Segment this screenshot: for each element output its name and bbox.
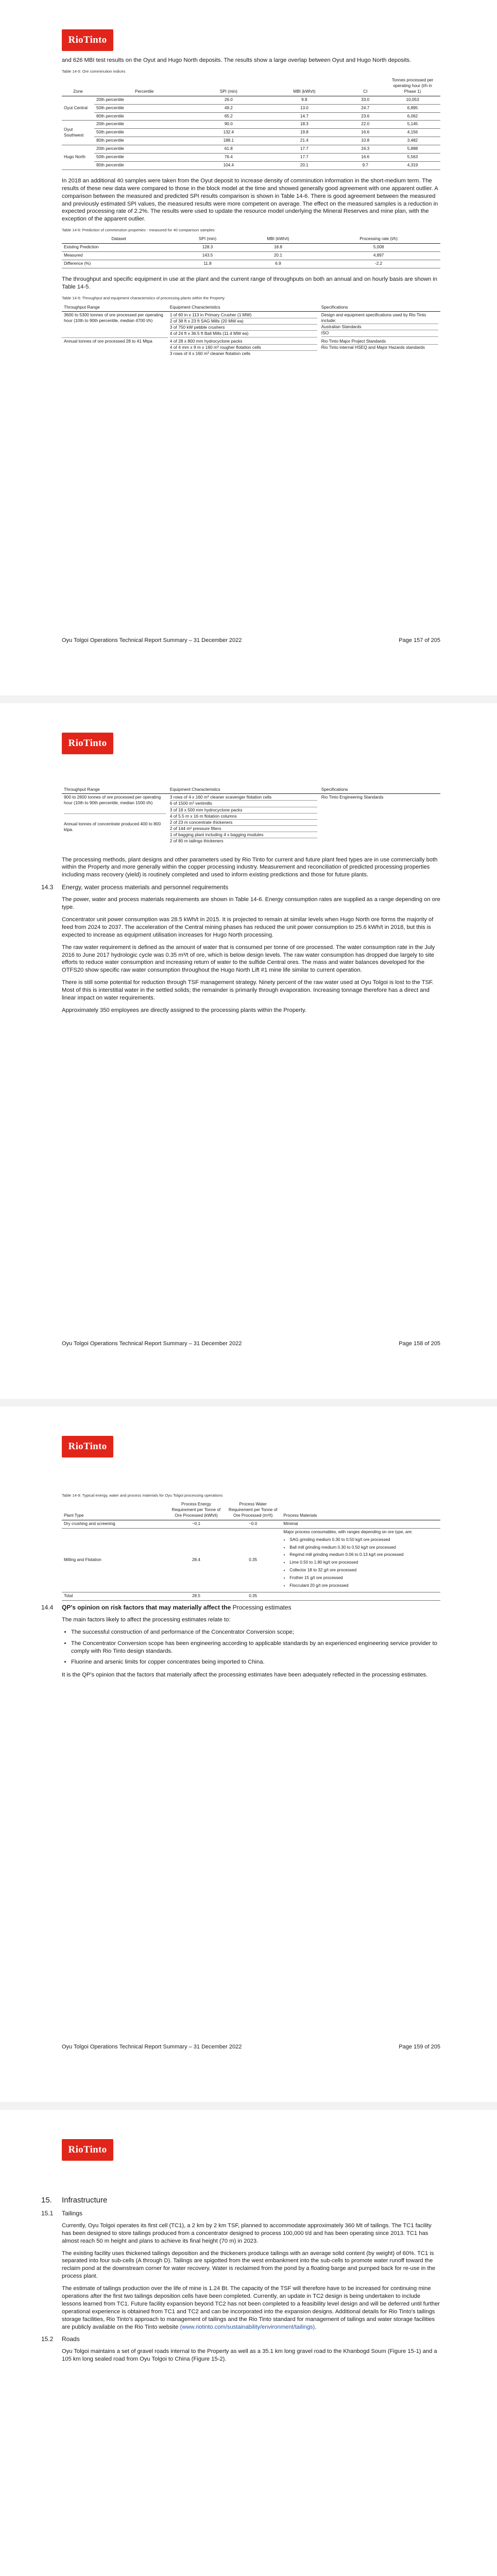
table-cell: 20th percentile (94, 145, 194, 154)
table-cell: 20.1 (239, 252, 317, 260)
table-header: Dataset (62, 235, 176, 243)
body-paragraph: The throughput and specific equipment in use at the plant and the current range of throughputs on both an annual and on hourly basis are shown in Table 14-5. (62, 276, 437, 290)
table-cell: 17.7 (263, 154, 346, 162)
material-item: • Ball mill grinding medium 0.30 to 0.50 kg/t ore processed (289, 1545, 438, 1551)
table-cell: 26.0 (194, 96, 263, 104)
equipment-item: 4 of 5.5 m x 16 m flotation columns (170, 814, 317, 820)
materials-cell (281, 1528, 440, 1592)
throughput-range: 3600 to 5300 tonnes of ore processed per operating hour (10th to 90th percentile, median 4700 t/h) (62, 311, 168, 337)
body-paragraph: The main factors likely to affect the processing estimates relate to: (62, 1616, 231, 1623)
table-caption: Table 14-5: Throughput and equipment characteristics of processing plants within the Property (62, 295, 225, 300)
equipment-item: 1 of bagging plant including 4 x bagging modules (170, 832, 317, 838)
equipment-item: 4 of 28 x 800 mm hydrocyclone packs (170, 338, 317, 345)
table-cell: 24.7 (346, 104, 385, 112)
table-cell: 4,156 (385, 129, 440, 137)
table-header: MBI (kWh/t) (239, 235, 317, 243)
page-footer (62, 1341, 440, 1347)
page-158 (0, 703, 497, 1399)
rio-tinto-logo: RioTinto (62, 2139, 113, 2161)
table-header: Percentile (94, 77, 194, 96)
table-header: Process Energy Requirement per Tonne of Ore Processed (kWh/t) (168, 1501, 225, 1520)
throughput-range-text: Annual tonnes of concentrate produced 400 to 800 ktpa. (64, 821, 161, 832)
body-paragraph: Oyu Tolgoi maintains a set of gravel roads internal to the Property as well as a 35.1 km long gravel road to the Khanbogd Soum (Figure 15-1) and a 105 km long sealed road from Oyu Tolgoi to China (Figure 15-2). (62, 2348, 437, 2363)
table-cell: 5,563 (385, 154, 440, 162)
table-row (62, 252, 440, 260)
page-number: Page 157 of 205 (399, 637, 440, 643)
equipment-item: 1 of 60 in x 113 in Primary Crusher (1 MW) (170, 312, 317, 318)
page-content (41, 786, 440, 1019)
throughput-table (62, 303, 440, 357)
table-row (62, 161, 440, 170)
section-heading (41, 2335, 440, 2344)
table-cell: 33.0 (346, 96, 385, 104)
section-title: Energy, water process materials and personnel requirements (62, 884, 229, 891)
table-header: MBI (kWh/t) (263, 77, 346, 96)
table-cell: 49.2 (194, 104, 263, 112)
table-row (62, 96, 440, 104)
table-cell: 28.4 (168, 1528, 225, 1592)
body-paragraph: The raw water requirement is defined as the amount of water that is consumed per tonne of ore processed. The water consumption rate in the July 2016 to June 2017 hydrologic cycle was 0.35 m³/t of ore, which is below design levels. The raw water consumption has dropped due largely to site efforts to reduce water consumption and increasing return of water to the sulfide Central ores. The mass and water balances developed for the OTFS20 show specific raw water consumption throughout the Hugo North Lift #1 mine life similar to current operation. (62, 944, 435, 974)
risk-factor-list (62, 1629, 440, 1667)
equipment-item: 3 of 750 kW pebble crushers (170, 325, 317, 331)
table-row (62, 1520, 440, 1528)
table-cell: 4,319 (385, 161, 440, 170)
spec-item: Design and equipment specifications used by Rio Tinto include: (321, 312, 438, 324)
table-cell: Dry crushing and screening (62, 1520, 168, 1528)
body-paragraph: Currently, Oyu Tolgoi operates its first cell (TC1), a 2 km by 2 km TSF, planned to accommodate approximately 360 Mt of tailings. The TC1 facility has been designed to store tailings produced from a concentrator designed to process 100,000 t/d and has been operating since 2013. TC1 has almost reach 50 m height and plans to achieve its final height (70 m) in 2023. (62, 2222, 432, 2244)
page-footer (62, 2044, 440, 2050)
table-cell: 50th percentile (94, 104, 194, 112)
section-heading (41, 884, 440, 892)
equipment-cell (168, 794, 319, 845)
spec-item: ISO (321, 330, 438, 336)
table-cell: 0.35 (225, 1592, 281, 1600)
table-row (62, 104, 440, 112)
spec-item: Australian Standards (321, 324, 438, 330)
page-content (41, 1489, 440, 1684)
energy-water-table (62, 1501, 440, 1601)
table-header: Throughput Range (62, 786, 168, 794)
table-header: Tonnes processed per operating hour (t/h in Phase 1) (385, 77, 440, 96)
specifications-cell (319, 311, 440, 337)
rio-tinto-logo: RioTinto (62, 733, 113, 754)
table-cell: 65.2 (194, 112, 263, 121)
table-cell: 5,008 (317, 244, 440, 252)
table-cell: 50th percentile (94, 154, 194, 162)
table-cell: 20th percentile (94, 121, 194, 129)
equipment-item: 2 of 144 m² pressure filters (170, 826, 317, 832)
table-cell: 21.4 (263, 137, 346, 145)
section-title: Roads (62, 2335, 80, 2343)
page-number: Page 158 of 205 (399, 1341, 440, 1347)
table-cell: Milling and Flotation (62, 1528, 168, 1592)
throughput-table-continued (62, 786, 440, 845)
table-cell: 16.6 (346, 129, 385, 137)
equipment-item: 3 rows of 4 x 160 m³ cleaner scavenger flotation cells (170, 794, 317, 801)
table-cell: 11.8 (176, 260, 239, 268)
table-header: Process Materials (281, 1501, 440, 1520)
spec-item: Rio Tinto Engineering Standards (321, 794, 384, 800)
table-caption: Table 14-9: Typical energy, water and process materials for Oyu Tolgoi processing operations (62, 1493, 223, 1498)
specifications-cell (319, 794, 440, 845)
table-caption: Table 14-6: Prediction of comminution properties - measured for 40 comparison samples (62, 228, 215, 233)
table-cell: 22.0 (346, 121, 385, 129)
rio-tinto-logo: RioTinto (62, 1436, 113, 1458)
table-cell: 188.1 (194, 137, 263, 145)
table-header: Equipment Characteristics (168, 786, 319, 794)
table-cell: ~0.0 (225, 1520, 281, 1528)
table-row (62, 1528, 440, 1592)
table-header: SPI (min) (176, 235, 239, 243)
table-header: Zone (62, 77, 94, 96)
table-row (62, 112, 440, 121)
section-heading (41, 1603, 440, 1612)
table-cell: 104.4 (194, 161, 263, 170)
equipment-item: 2 of 38 ft x 23 ft SAG Mills (20 MW ea) (170, 318, 317, 325)
table-cell: 4,897 (317, 252, 440, 260)
table-header: Specifications (319, 786, 440, 794)
table-row (62, 244, 440, 252)
throughput-range (62, 794, 168, 845)
body-paragraph: In 2018 an additional 40 samples were taken from the Oyut deposit to increase density of comminution information in the short-medium term. The results of these new data were compared to those in the block model at the time and showed generally good agreement with one apparent outlier. A comparison between the measured and predicted SPI results comparison is shown in Table 14-6. There is good agreement between the measured and previously estimated SPI values, the measured results were more competent on average. The effect on the measured samples is a reduction in expected processing rate of 2.2%. The results were used to update the resource model underlying the Mineral Reserves and mine plan, with the exception of the apparent outlier. (62, 177, 438, 223)
table-cell: 20.1 (263, 161, 346, 170)
table-caption: Table 14-5: Ore comminution indices (62, 69, 126, 74)
table-cell: 50th percentile (94, 129, 194, 137)
table-cell: Measured (62, 252, 176, 260)
throughput-range-text: 900 to 2600 tonnes of ore processed per operating hour (10th to 90th percentile, median 1500 t/h) (64, 794, 166, 814)
table-cell: ~0.1 (168, 1520, 225, 1528)
equipment-cell (168, 338, 319, 358)
table-cell: 19.8 (263, 129, 346, 137)
page-157 (0, 0, 497, 696)
table-cell: 24.3 (346, 145, 385, 154)
materials-intro: Major process consumables, with ranges depending on ore type, are: (283, 1529, 413, 1534)
chapter-title: Infrastructure (62, 2196, 108, 2205)
list-item: • The successful construction of and performance of the Concentrator Conversion scope; (71, 1629, 440, 1636)
table-cell: Existing Prediction (62, 244, 176, 252)
section-number: 15.1 (41, 2209, 54, 2217)
table-header: Processing rate (t/h) (317, 235, 440, 243)
page-content (41, 2192, 440, 2368)
table-cell: 6,062 (385, 112, 440, 121)
equipment-cell (168, 311, 319, 337)
table-row (62, 129, 440, 137)
specifications-cell (319, 338, 440, 358)
body-paragraph: There is still some potential for reduction through TSF management strategy. Ninety percent of the raw water used at Oyu Tolgoi is lost to the TSF. Most of this is interstitial water in the settled solids; the remainder is primarily through evaporation. Increasing tonnage therefore has a direct and linear impact on water requirements. (62, 979, 434, 1001)
table-cell: 61.8 (194, 145, 263, 154)
equipment-item: 2 of 80 m tailings thickeners (169, 838, 224, 844)
footer-title: Oyu Tolgoi Operations Technical Report Summary – 31 December 2022 (62, 1341, 242, 1347)
body-paragraph: The estimate of tailings production over the life of mine is 1.24 Bt. The capacity of the TSF will therefore have to be increased for continuing mine operations after the first two tailings deposition cells have been completed. Currently, an update in TC2 design is being undertaken to include lessons learned from TC1. Future facility expansion beyond TC2 has not been completed to a feasibility level design and will be deferred until further operational experience is obtained from TC1 and TC2 and can be incorporated into the expansion designs. Additional details for Rio Tinto's tailings storage facilities, Rio Tinto's approach to management of tailings and the Rio Tinto standard for management of tailings and water storage facilities are publicly available on the Rio Tinto website (www.riotinto.com/sustainability/environment/tailings). (62, 2285, 440, 2330)
table-cell: 128.3 (176, 244, 239, 252)
material-item: • Flocculant 20 g/t ore processed (289, 1583, 438, 1589)
material-item: • Collector 18 to 32 g/t ore processed (289, 1568, 438, 1573)
list-item: • The Concentrator Conversion scope has been engineering according to applicable standards by an experienced engineering service provider to comply with Rio Tinto design standards. (71, 1640, 440, 1655)
paragraph-text: The estimate of tailings production over the life of mine is 1.24 Bt. The capacity of the TSF will therefore have to be increased for continuing mine operations after the first two tailings deposition cells have been completed. Currently, an update in TC2 design is being undertaken to include lessons learned from TC1. Future facility expansion beyond TC2 has not been completed to a feasibility level design and will be deferred until further operational experience is obtained from TC1 and TC2 and can be incorporated into the expansion designs. Additional details for Rio Tinto's tailings storage facilities, Rio Tinto's approach to management of tailings and the Rio Tinto standard for management of tailings and water storage facilities are publicly available on the Rio Tinto website (62, 2285, 440, 2330)
material-item: • Frother 15 g/t ore processed (289, 1575, 438, 1581)
table-row (62, 260, 440, 268)
table-cell: 80th percentile (94, 137, 194, 145)
table-cell: 17.7 (263, 145, 346, 154)
page-159 (0, 1406, 497, 2102)
table-cell: 16.6 (346, 154, 385, 162)
chapter-number: 15. (41, 2196, 52, 2205)
zone-cell: Oyut Central (62, 96, 94, 121)
table-cell: 14.7 (263, 112, 346, 121)
rio-tinto-logo: RioTinto (62, 29, 113, 51)
equipment-item: 2 of 23 m concentrate thickeners (170, 820, 317, 826)
footer-title: Oyu Tolgoi Operations Technical Report Summary – 31 December 2022 (62, 2044, 242, 2050)
spec-item: Rio Tinto Major Project Standards (321, 338, 438, 345)
section-title: QP's opinion on risk factors that may materially affect the Processing estimates (62, 1603, 292, 1611)
footer-title: Oyu Tolgoi Operations Technical Report Summary – 31 December 2022 (62, 637, 242, 643)
page-footer (62, 637, 440, 643)
page-160 (0, 2110, 497, 2576)
section-number: 14.3 (41, 884, 54, 891)
material-item: • Regrind mill grinding medium 0.06 to 0.13 kg/t ore processed (289, 1552, 438, 1558)
table-cell: 0.35 (225, 1528, 281, 1592)
table-cell: 5,898 (385, 145, 440, 154)
table-row (62, 121, 440, 129)
table-cell: 90.0 (194, 121, 263, 129)
table-cell: 5,145 (385, 121, 440, 129)
table-cell: 143.5 (176, 252, 239, 260)
comminution-table (62, 77, 440, 170)
table-header: SPI (min) (194, 77, 263, 96)
table-cell: 76.4 (194, 154, 263, 162)
page-number: Page 159 of 205 (399, 2044, 440, 2050)
table-cell: 20th percentile (94, 96, 194, 104)
table-cell: 9.8 (263, 96, 346, 104)
body-paragraph: It is the QP's opinion that the factors that materially affect the processing estimates have been adequately reflected in the processing estimates. (62, 1672, 428, 1679)
table-header: Process Water Requirement per Tonne of Ore Processed (m³/t) (225, 1501, 281, 1520)
table-header: Plant Type (62, 1501, 168, 1520)
list-item: • Fluorine and arsenic limits for copper concentrates being imported to China. (71, 1658, 440, 1666)
table-cell: 13.0 (263, 104, 346, 112)
body-paragraph: The processing methods, plant designs and other parameters used by Rio Tinto for current and future plant feed types are in use commercially both within the Property and more generally within the copper processing industry. Measurement and reconciliation of predicted processing properties including mass recovery (yield) is routinely completed and used to inform existing predictions and those for future plants. (62, 856, 438, 878)
equipment-item: 4 of 4 mm x 9 m x 160 m³ rougher flotation cells (170, 345, 317, 351)
table-cell: Total (62, 1592, 168, 1600)
material-item: • SAG grinding medium 0.30 to 0.50 kg/t ore processed (289, 1537, 438, 1543)
table-cell: 6.9 (239, 260, 317, 268)
table-row (62, 1592, 440, 1600)
intro-paragraph: and 626 MBI test results on the Oyut and Hugo North deposits. The results show a large overlap between Oyut and Hugo North deposits. (62, 57, 412, 63)
table-cell: 9.7 (346, 161, 385, 170)
table-row (62, 137, 440, 145)
table-cell: 10.8 (346, 137, 385, 145)
page-content (62, 57, 440, 357)
zone-cell: Hugo North (62, 145, 94, 170)
section-number: 15.2 (41, 2335, 54, 2343)
equipment-item: 6 of 1500 m³ vertimills (170, 801, 317, 807)
table-header: Throughput Range (62, 303, 168, 312)
section-heading (41, 2209, 440, 2218)
table-row (62, 154, 440, 162)
table-cell: 18.3 (263, 121, 346, 129)
table-header: CI (346, 77, 385, 96)
table-cell: 6,895 (385, 104, 440, 112)
chapter-heading (41, 2195, 440, 2206)
table-cell: 3,482 (385, 137, 440, 145)
throughput-range: Annual tonnes of ore processed 28 to 41 Mtpa (64, 338, 152, 344)
table-header: Equipment Characteristics (168, 303, 319, 312)
comparison-table (62, 235, 440, 268)
equipment-item: 3 of 18 x 500 mm hydrocyclone packs (170, 807, 317, 814)
equipment-item: 3 rows of 4 x 160 m³ cleaner flotation cells (169, 351, 251, 356)
table-cell: Difference (%) (62, 260, 176, 268)
table-cell: 28.5 (168, 1592, 225, 1600)
body-paragraph: Approximately 350 employees are directly assigned to the processing plants within the Property. (62, 1007, 306, 1013)
body-paragraph: The power, water and process materials requirements are shown in Table 14-6. Energy consumption rates are supplied as a range depending on ore type. (62, 896, 440, 911)
table-cell: 18.8 (239, 244, 317, 252)
spec-item: Rio Tinto internal HSEQ and Major Hazards standards (321, 344, 425, 350)
table-cell: 132.4 (194, 129, 263, 137)
material-item: • Lime 0.50 to 1.80 kg/t ore processed (289, 1560, 438, 1566)
table-cell: 80th percentile (94, 161, 194, 170)
table-cell: Minimal (281, 1520, 440, 1528)
section-number: 14.4 (41, 1603, 54, 1611)
table-cell: -2.2 (317, 260, 440, 268)
table-cell: 10,053 (385, 96, 440, 104)
table-cell: 80th percentile (94, 112, 194, 121)
equipment-item: 4 of 24 ft x 36.5 ft Ball Mills (11.4 MW ea) (170, 331, 317, 337)
tailings-link[interactable]: (www.riotinto.com/sustainability/environment/tailings) (180, 2324, 315, 2330)
table-cell: 23.6 (346, 112, 385, 121)
body-paragraph: Concentrator unit power consumption was 28.5 kWh/t in 2015. It is projected to remain at similar levels when Hugo North ore forms the majority of feed from 2024 to 2037. The acceleration of the Central mining phases has reduced the unit power consumption to 25.6 kWh/t in 2018, but this is expected to increase as equipment utilisation increases for Hugo North processing. (62, 916, 434, 938)
section-title: Tailings (62, 2209, 83, 2217)
body-paragraph: The existing facility uses thickened tailings deposition and the thickeners produce tailings with an average solid content (by weight) of 60%. TC1 is separated into four sub-cells (A through D). Tailings are spigotted from the west embankment into the sub-cells to promote water runoff toward the reclaim pond at the downstream corner for water recovery. Water is reclaimed from the pond by a floating barge and pumped back for re-use in the process plant. (62, 2250, 436, 2280)
zone-cell: Oyut Southwest (62, 121, 94, 145)
table-cell (281, 1592, 440, 1600)
table-header: Specifications (319, 303, 440, 312)
table-row (62, 145, 440, 154)
